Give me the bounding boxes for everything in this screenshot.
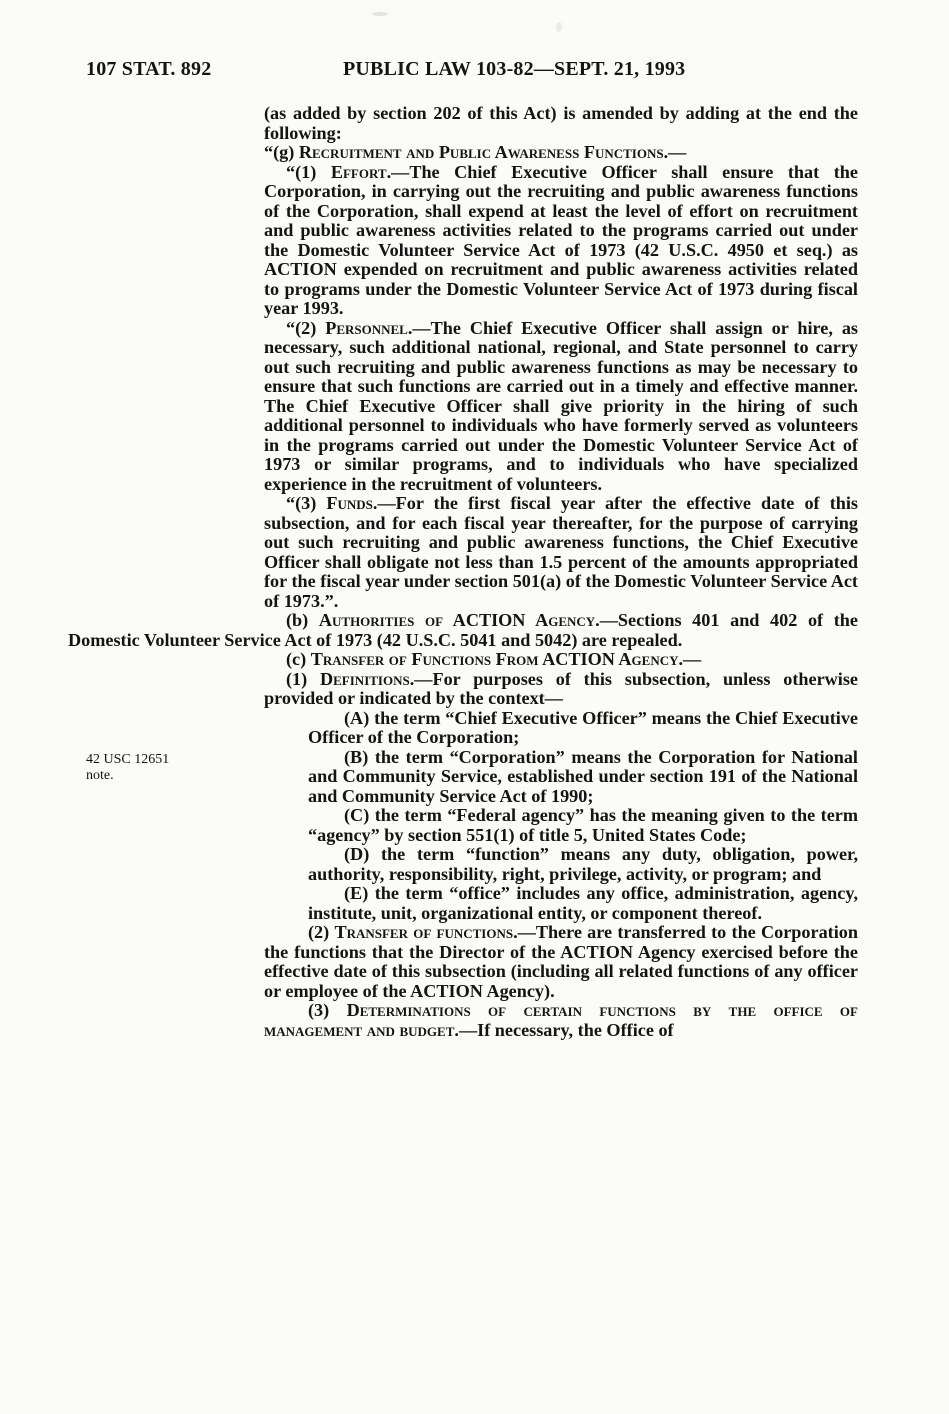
section-heading: Authorities of ACTION Agency. bbox=[318, 610, 600, 630]
section-heading: Personnel. bbox=[325, 317, 413, 338]
paragraph-g-2: “(2) Personnel.—The Chief Executive Officer shall assign or hire, as necessary, such additional national, regional, and State personnel to carry out such recruiting and public awareness functions as may be necessary to ensure that such functions are carried out in a timely and effective manner. The Chief Executive Officer shall give priority in the hiring of such additional personnel to individuals who have formerly served as volunteers in the programs carried out under the Domestic Volunteer Service Act of 1973 or similar programs, and to individuals who have specialized experience in the recruitment of volunteers. bbox=[264, 317, 858, 494]
margin-note bbox=[86, 752, 216, 784]
margin-note-label: note. bbox=[86, 768, 114, 783]
paragraph-g: “(g) Recruitment and Public Awareness Functions.— bbox=[264, 142, 687, 162]
paragraph-c-1-B: (B) the term “Corporation” means the Corporation for National and Community Service, established under section 191 of the National and Community Service Act of 1990; bbox=[308, 746, 858, 806]
section-heading: Effort. bbox=[330, 161, 392, 182]
paragraph-intro: (as added by section 202 of this Act) is amended by adding at the end the following: bbox=[264, 103, 858, 143]
law-title: PUBLIC LAW 103-82—SEPT. 21, 1993 bbox=[343, 58, 686, 80]
paragraph-c-1-D: (D) the term “function” means any duty, obligation, power, authority, responsibility, right, privilege, activity, or program; and bbox=[308, 844, 858, 884]
section-heading: Transfer of functions. bbox=[334, 922, 518, 942]
paragraph-g-1: “(1) Effort.—The Chief Executive Officer shall ensure that the Corporation, in carrying out the recruiting and public awareness functions of the Corporation, shall expend at least the level of effort on recruitment and public awareness activities related to the programs carried out under the Domestic Volunteer Service Act of 1973 (42 U.S.C. 4950 et seq.) as ACTION expended on recruitment and public awareness activities related to programs under the Domestic Volunteer Service Act of 1973 during fiscal year 1993. bbox=[264, 161, 858, 318]
statute-reference: 107 STAT. 892 bbox=[86, 58, 212, 80]
paragraph-c-1: (1) Definitions.—For purposes of this subsection, unless otherwise provided or indicated by the context— bbox=[264, 668, 858, 708]
section-heading: Recruitment and Public Awareness Functions. bbox=[298, 142, 669, 162]
scan-mark bbox=[556, 22, 562, 32]
paragraph-c-1-C: (C) the term “Federal agency” has the meaning given to the term “agency” by section 551(1) of title 5, United States Code; bbox=[308, 805, 859, 845]
paragraph-c-2: (2) Transfer of functions.—There are transferred to the Corporation the functions that the Director of the ACTION Agency exercised before the effective date of this subsection (including all related functions of any officer or employee of the ACTION Agency). bbox=[264, 922, 858, 1001]
scan-mark bbox=[372, 12, 388, 16]
paragraph-c-1-A: (A) the term “Chief Executive Officer” means the Chief Executive Officer of the Corporation; bbox=[308, 707, 859, 747]
paragraph-c-3: (3) Determinations of certain functions by the office of management and budget.—If necessary, the Office of bbox=[264, 1000, 858, 1040]
section-heading: Funds. bbox=[326, 493, 378, 513]
paragraph-c: (c) Transfer of Functions From ACTION Agency.— bbox=[286, 649, 702, 669]
paragraph-b: (b) Authorities of ACTION Agency.—Sections 401 and 402 of the Domestic Volunteer Service Act of 1973 (42 U.S.C. 5041 and 5042) are repealed. bbox=[68, 610, 858, 650]
paragraph-g-3: “(3) Funds.—For the first fiscal year after the effective date of this subsection, and for each fiscal year thereafter, for the purpose of carrying out such recruiting and public awareness functions, the Chief Executive Officer shall obligate not less than 1.5 percent of the amounts appropriated for the fiscal year under section 501(a) of the Domestic Volunteer Service Act of 1973.”. bbox=[264, 493, 858, 611]
section-heading: Determinations of certain functions by the office of management and budget. bbox=[264, 1000, 858, 1040]
section-heading: Definitions. bbox=[320, 668, 415, 689]
paragraph-c-1-E: (E) the term “office” includes any office, administration, agency, institute, unit, organizational entity, or component thereof. bbox=[308, 883, 858, 923]
section-heading: Transfer of Functions From ACTION Agency. bbox=[310, 649, 684, 669]
margin-note-citation: 42 USC 12651 bbox=[86, 752, 170, 767]
